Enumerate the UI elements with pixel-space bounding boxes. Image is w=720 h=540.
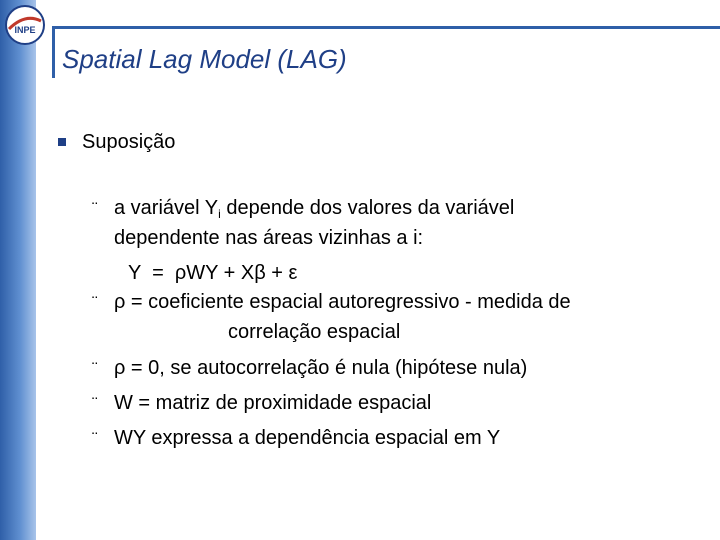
checkbox-bullet-icon: ¨: [92, 359, 98, 378]
left-sidebar-bar: [0, 0, 36, 540]
checkbox-bullet-icon: ¨: [92, 394, 98, 413]
checkbox-bullet-icon: ¨: [92, 199, 98, 218]
logo-text: INPE: [14, 25, 36, 35]
inpe-logo-icon: [3, 3, 47, 47]
title-frame-top: [52, 26, 720, 29]
checkbox-bullet-icon: ¨: [92, 293, 98, 312]
level1-bullet-icon: [58, 138, 66, 146]
checkbox-bullet-icon: ¨: [92, 429, 98, 448]
item1-subscript: i: [218, 207, 221, 221]
item1-line2: dependente nas áreas vizinhas a i:: [114, 227, 424, 249]
item2-line2: correlação espacial: [228, 321, 401, 343]
equation: Y = ρWY + Xβ + ε: [128, 262, 298, 284]
title-frame-left: [52, 26, 55, 78]
item3-text: ρ = 0, se autocorrelação é nula (hipótese nula): [114, 357, 528, 379]
item2-line1: ρ = coeficiente espacial autoregressivo - medida de: [114, 291, 571, 313]
item4-text: W = matriz de proximidade espacial: [114, 392, 432, 414]
item5-text: WY expressa a dependência espacial em Y: [114, 427, 501, 449]
item1-part1: a variável Y: [114, 197, 219, 219]
level1-text: Suposição: [82, 131, 176, 153]
item1-line1: [114, 196, 514, 226]
item1-part2: depende dos valores da variável: [220, 197, 515, 219]
slide-title: Spatial Lag Model (LAG): [62, 44, 347, 74]
